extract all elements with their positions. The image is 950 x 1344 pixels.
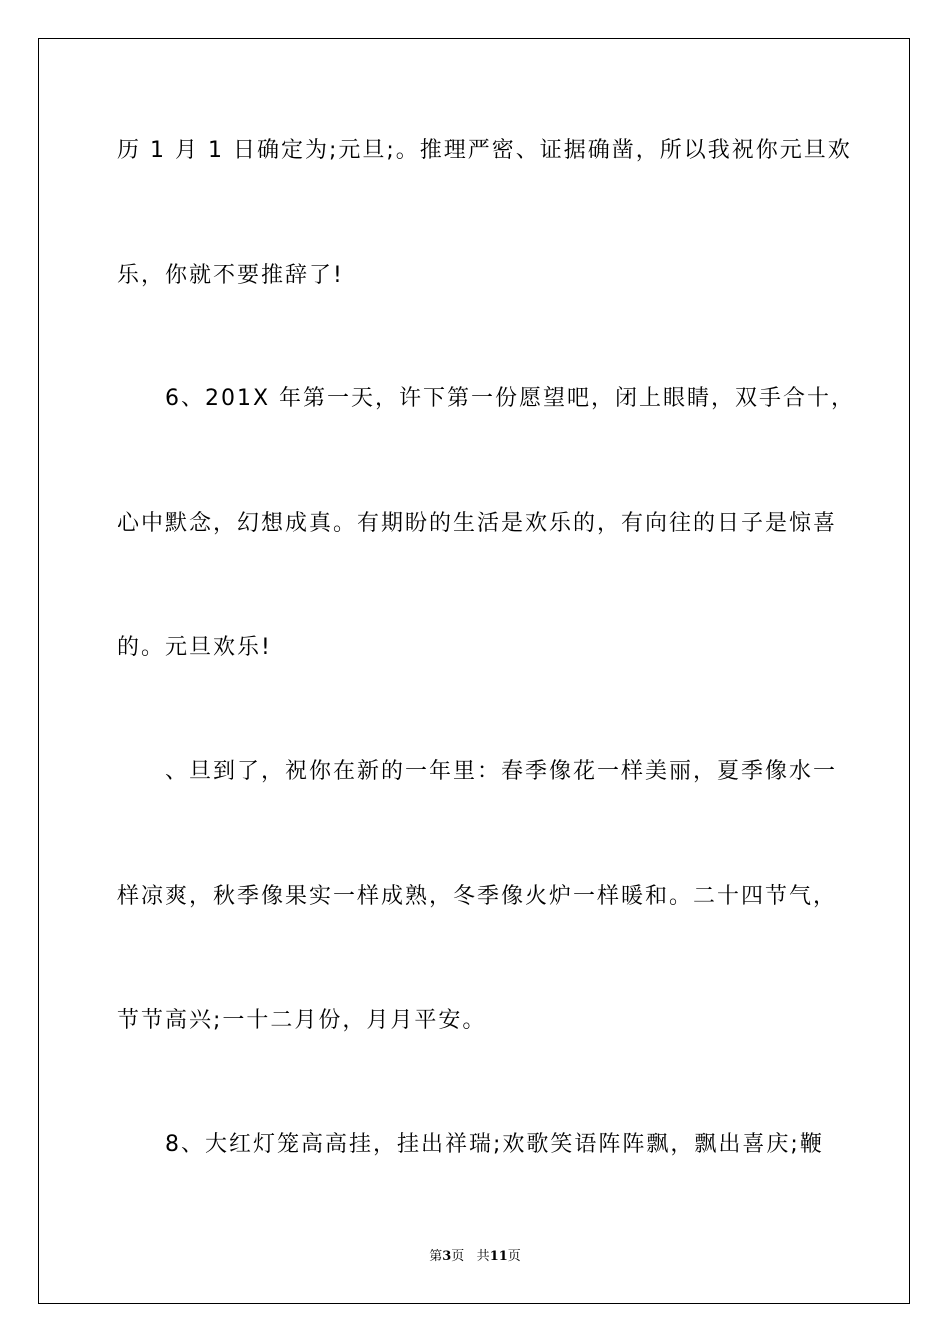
body-text-line: 8、大红灯笼高高挂，挂出祥瑞;欢歌笑语阵阵飘，飘出喜庆;鞭 [117,1132,824,1157]
page-border [38,38,910,1304]
footer-page-number: 3 [442,1249,452,1264]
footer-page-prefix: 第 [429,1249,443,1264]
body-text-line: 6、201X 年第一天，许下第一份愿望吧，闭上眼睛，双手合十， [117,386,856,411]
footer-total-suffix: 页 [507,1249,521,1264]
body-text-line: 样凉爽，秋季像果实一样成熟，冬季像火炉一样暖和。二十四节气， [117,884,838,909]
footer-total-prefix: 共 [476,1249,490,1264]
body-text-line: 心中默念，幻想成真。有期盼的生活是欢乐的，有向往的日子是惊喜 [117,511,838,536]
body-text-line: 节节高兴;一十二月份，月月平安。 [117,1008,487,1033]
body-text-line: 历 1 月 1 日确定为;元旦;。推理严密、证据确凿，所以我祝你元旦欢 [117,138,852,163]
footer-page-suffix: 页 [451,1249,465,1264]
page-footer [0,1248,950,1266]
body-text-line: 、旦到了，祝你在新的一年里：春季像花一样美丽，夏季像水一 [117,759,838,784]
body-text-line: 的。元旦欢乐! [117,635,272,660]
footer-total-pages: 11 [489,1249,508,1264]
body-text-line: 乐，你就不要推辞了! [117,263,344,288]
